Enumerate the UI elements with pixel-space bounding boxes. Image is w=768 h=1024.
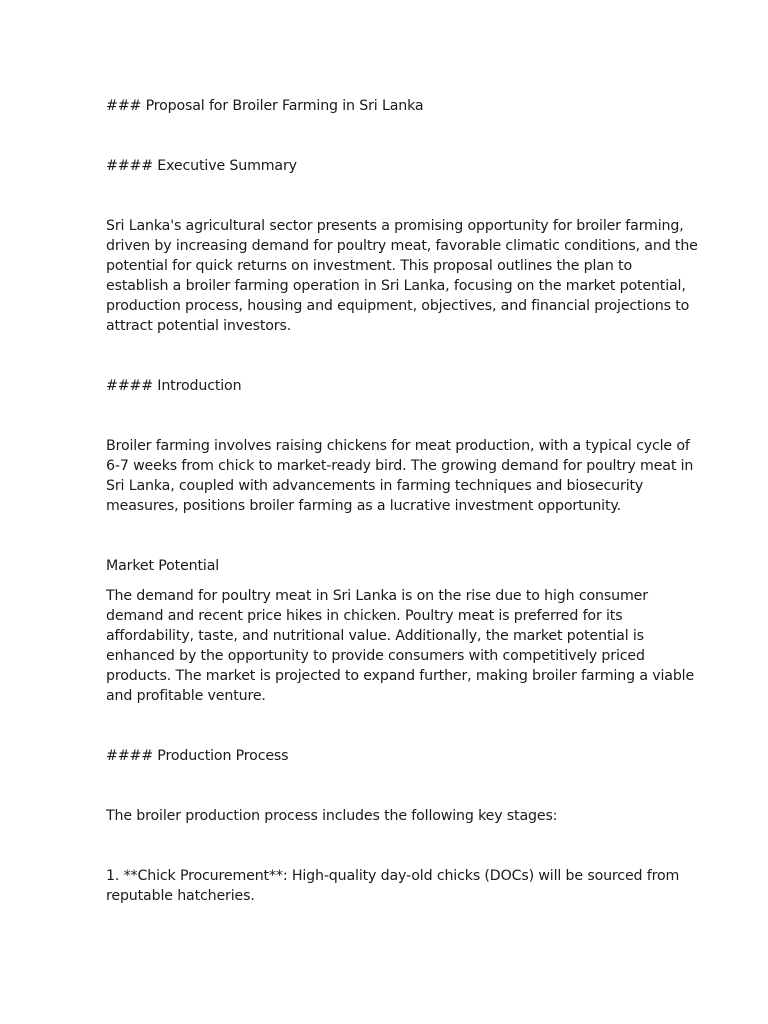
text-line: establish a broiler farming operation in Sri Lanka, focusing on the market potential,	[106, 278, 686, 294]
text-line: products. The market is projected to expand further, making broiler farming a viable	[106, 668, 695, 684]
text-line: enhanced by the opportunity to provide consumers with competitively priced	[106, 648, 645, 664]
text-line: affordability, taste, and nutritional value. Additionally, the market potential is	[106, 628, 644, 644]
text-line: reputable hatcheries.	[106, 888, 255, 904]
document-title: ### Proposal for Broiler Farming in Sri Lanka	[106, 98, 424, 114]
text-line: demand and recent price hikes in chicken. Poultry meat is preferred for its	[106, 608, 623, 624]
paragraph-executive-summary	[106, 216, 698, 336]
text-line: The demand for poultry meat in Sri Lanka is on the rise due to high consumer	[106, 588, 648, 604]
text-line: 6-7 weeks from chick to market-ready bird. The growing demand for poultry meat in	[106, 458, 694, 474]
paragraph-introduction	[106, 436, 694, 516]
text-line: attract potential investors.	[106, 318, 292, 334]
section-heading-production-process: #### Production Process	[106, 748, 289, 764]
text-line: potential for quick returns on investment. This proposal outlines the plan to	[106, 258, 633, 274]
section-heading-executive-summary: #### Executive Summary	[106, 158, 297, 174]
text-line: measures, positions broiler farming as a lucrative investment opportunity.	[106, 498, 621, 514]
paragraph-production-intro: The broiler production process includes the following key stages:	[106, 808, 558, 824]
paragraph-market-potential	[106, 586, 695, 706]
section-heading-market-potential: Market Potential	[106, 558, 220, 574]
section-heading-introduction: #### Introduction	[106, 378, 242, 394]
text-line: driven by increasing demand for poultry meat, favorable climatic conditions, and the	[106, 238, 698, 254]
text-line: production process, housing and equipment, objectives, and financial projections to	[106, 298, 690, 314]
document-body	[106, 96, 698, 906]
text-line: 1. **Chick Procurement**: High-quality day-old chicks (DOCs) will be sourced from	[106, 868, 680, 884]
text-line: and profitable venture.	[106, 688, 266, 704]
text-line: Sri Lanka's agricultural sector presents a promising opportunity for broiler farming,	[106, 218, 684, 234]
list-item-chick-procurement	[106, 866, 680, 906]
text-line: Broiler farming involves raising chickens for meat production, with a typical cycle of	[106, 438, 690, 454]
text-line: Sri Lanka, coupled with advancements in farming techniques and biosecurity	[106, 478, 644, 494]
